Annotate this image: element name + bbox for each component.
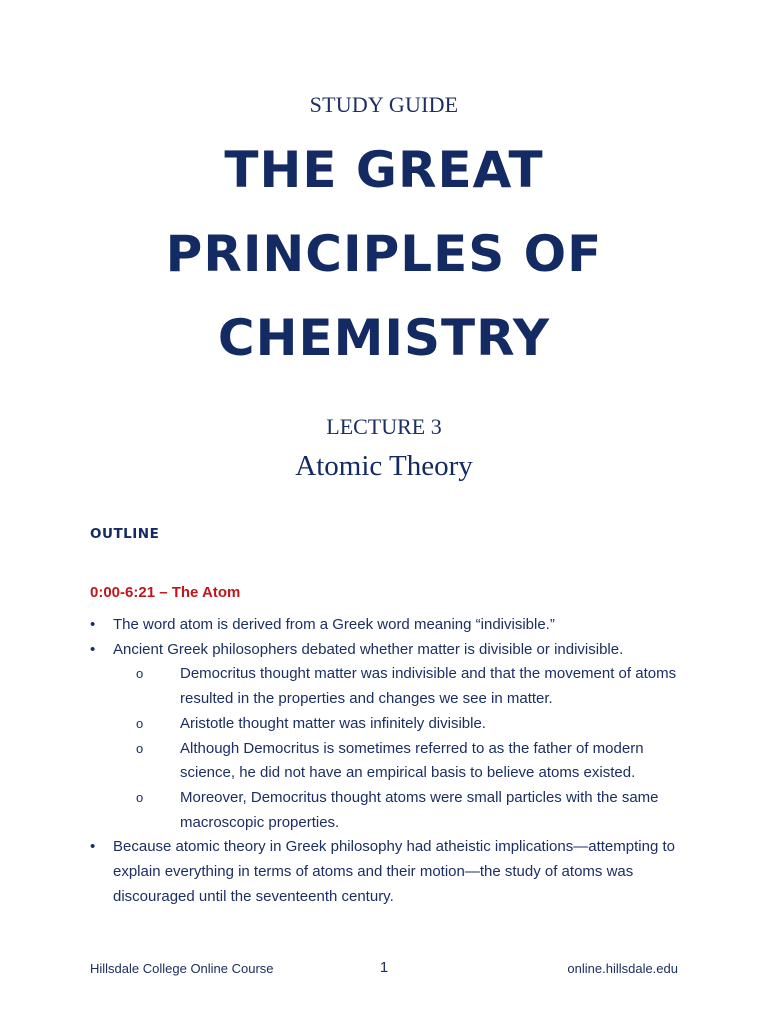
bullet-marker: • [90, 838, 96, 856]
sub-bullet-marker: o [136, 715, 144, 731]
bullet-marker: • [90, 640, 96, 658]
list-item-text: Democritus thought matter was indivisible and that the movement of atoms resulted in the properties and changes we see in matter. [180, 665, 677, 708]
outline-list [90, 613, 690, 909]
list-item-text: Because atomic theory in Greek philosophy had atheistic implications—attempting to explain everything in terms of atoms and their motion—the study of atoms was discouraged until the seventeenth century. [113, 838, 675, 905]
list-item [90, 638, 690, 663]
study-guide-label: STUDY GUIDE [309, 92, 459, 117]
course-title-line-3: CHEMISTRY [217, 309, 551, 367]
course-title-line-1: THE GREAT [224, 141, 544, 199]
bullet-marker: • [90, 616, 96, 633]
sub-bullet-marker: o [136, 740, 144, 756]
footer-course-name: Hillsdale College Online Course [90, 961, 274, 976]
sub-list-item [90, 786, 690, 835]
list-item-text: Moreover, Democritus thought atoms were small particles with the same macroscopic properties. [180, 788, 659, 831]
list-item [90, 613, 690, 638]
list-item [90, 835, 690, 909]
sub-list-item [90, 737, 690, 786]
sub-bullet-marker: o [136, 666, 144, 682]
list-item-text: Ancient Greek philosophers debated whether matter is divisible or indivisible. [113, 640, 624, 658]
lecture-number: LECTURE 3 [326, 414, 442, 439]
section-heading: 0:00-6:21 – The Atom [90, 584, 241, 601]
sub-list-item [90, 662, 690, 711]
page-number: 1 [379, 959, 389, 976]
course-title [0, 128, 768, 380]
outline-heading: OUTLINE [90, 526, 160, 542]
course-title-line-2: PRINCIPLES OF [165, 225, 603, 283]
list-item-text: Aristotle thought matter was infinitely divisible. [180, 714, 486, 732]
lecture-title: Atomic Theory [295, 450, 473, 482]
list-item-text: Although Democritus is sometimes referred to as the father of modern science, he did not have an empirical basis to believe atoms existed. [180, 739, 644, 782]
list-item-text: The word atom is derived from a Greek word meaning “indivisible.” [113, 616, 555, 633]
sub-list-item [90, 712, 690, 737]
footer-website: online.hillsdale.edu [567, 961, 678, 976]
sub-bullet-marker: o [136, 789, 144, 805]
